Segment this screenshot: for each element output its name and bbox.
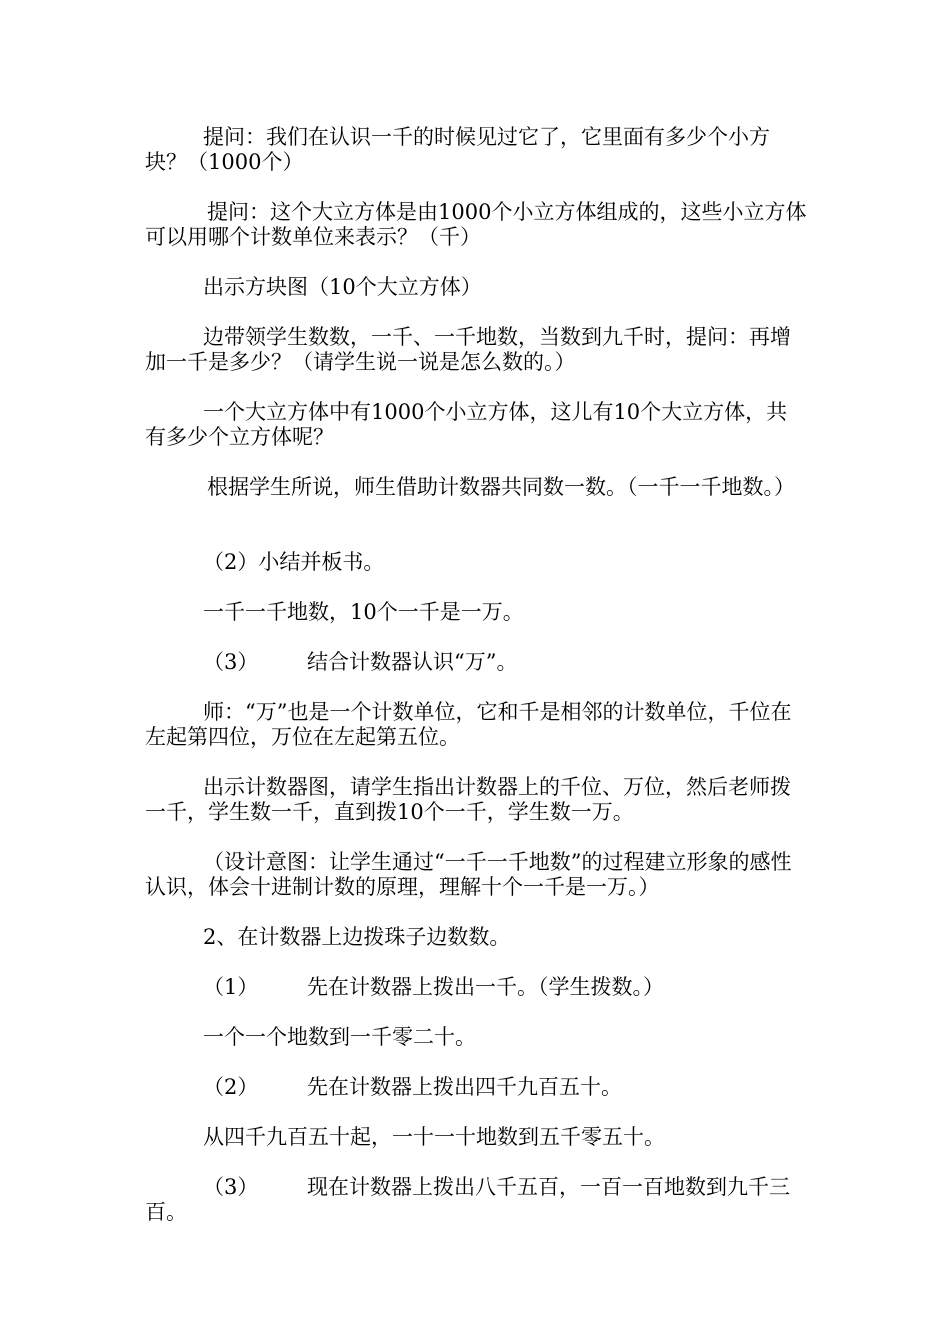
paragraph: [145, 550, 807, 575]
item-number: （3）: [203, 650, 259, 674]
paragraph-text: 提问：我们在认识一千的时候见过它了，它里面有多少个小方块？（1000个）: [145, 125, 770, 174]
paragraph-text: 师：“万”也是一个计数单位，它和千是相邻的计数单位，千位在左起第四位，万位在左起第五位。: [145, 700, 792, 749]
paragraph-numbered: [145, 650, 807, 675]
paragraph: [145, 1025, 807, 1050]
paragraph-text: 边带领学生数数，一千、一千地数，当数到九千时，提问：再增加一千是多少？（请学生说一说是怎么数的。）: [145, 325, 791, 374]
paragraph: [145, 475, 807, 500]
paragraph: [145, 700, 807, 750]
paragraph: [145, 400, 807, 450]
paragraph-text: 一个大立方体中有1000个小立方体，这儿有10个大立方体，共有多少个立方体呢？: [145, 400, 788, 449]
item-number: （2）: [203, 1075, 259, 1099]
paragraph: [145, 325, 807, 375]
paragraph-text: 出示方块图（10个大立方体）: [203, 275, 482, 299]
paragraph-text: 结合计数器认识“万”。: [307, 650, 518, 674]
item-number: （3）: [203, 1175, 259, 1199]
paragraph-text: 从四千九百五十起，一十一十地数到五千零五十。: [203, 1125, 665, 1149]
paragraph: [145, 200, 807, 250]
paragraph: [145, 775, 807, 825]
paragraph-text: 先在计数器上拨出一千。（学生拨数。）: [307, 975, 664, 999]
paragraph-text: 出示计数器图，请学生指出计数器上的千位、万位，然后老师拨一千，学生数一千，直到拨10个一千，学生数一万。: [145, 775, 791, 824]
paragraph-numbered: [145, 1075, 807, 1100]
paragraph-text: 2、在计数器上边拨珠子边数数。: [203, 925, 511, 949]
paragraph: [145, 925, 807, 950]
paragraph: [145, 600, 807, 625]
paragraph: [145, 1125, 807, 1150]
paragraph-text: （设计意图：让学生通过“一千一千地数”的过程建立形象的感性认识，体会十进制计数的原理，理解十个一千是一万。）: [145, 850, 792, 899]
paragraph-text: 现在计数器上拨出八千五百，一百一百地数到九千三百。: [145, 1175, 790, 1224]
paragraph-text: 提问：这个大立方体是由1000个小立方体组成的，这些小立方体可以用哪个计数单位来表示？（千）: [145, 200, 807, 249]
paragraph-text: 先在计数器上拨出四千九百五十。: [307, 1075, 622, 1099]
paragraph: [145, 275, 807, 300]
paragraph-text: 一个一个地数到一千零二十。: [203, 1025, 476, 1049]
paragraph-numbered: [145, 1175, 807, 1225]
paragraph-text: 一千一千地数，10个一千是一万。: [203, 600, 524, 624]
paragraph: [145, 850, 807, 900]
paragraph: [145, 125, 807, 175]
paragraph-text: 根据学生所说，师生借助计数器共同数一数。（一千一千地数。）: [207, 475, 795, 499]
item-number: （1）: [203, 975, 259, 999]
paragraph-text: （2）小结并板书。: [203, 550, 385, 574]
paragraph-numbered: [145, 975, 807, 1000]
